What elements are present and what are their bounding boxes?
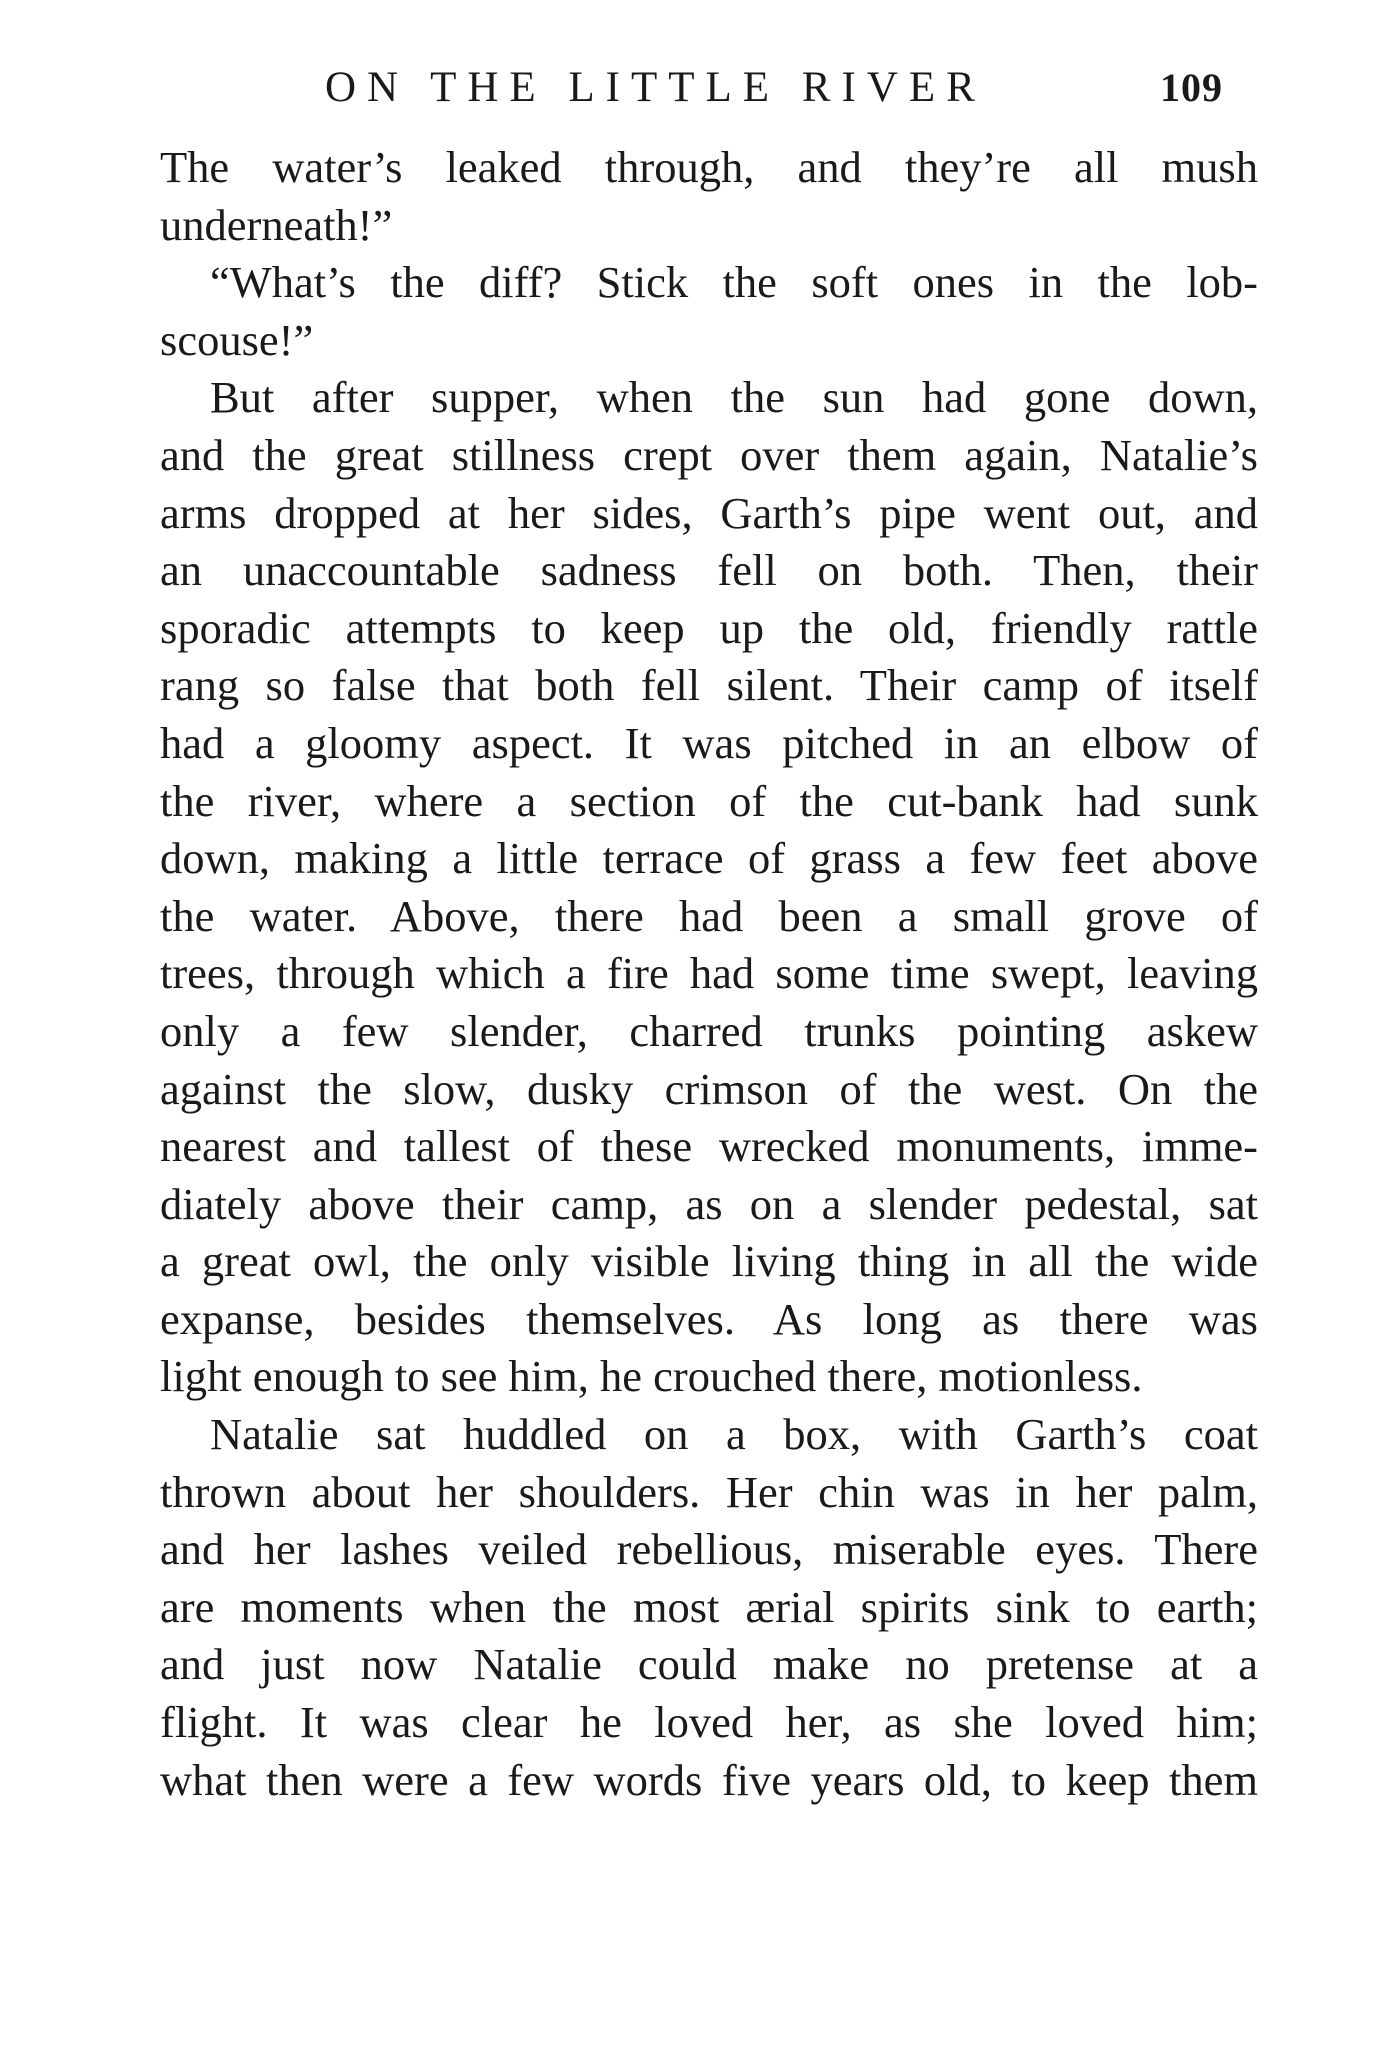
text-line: down, making a little terrace of grass a few feet above [160, 833, 1258, 884]
text-line: and the great stillness crept over them again, Natalie’s [160, 429, 1258, 480]
text-line: are moments when the most ærial spirits sink to earth; [160, 1581, 1258, 1632]
running-title: ON THE LITTLE RIVER [325, 64, 986, 111]
text-line: the river, where a section of the cut-bank had sunk [160, 775, 1258, 826]
text-line: trees, through which a fire had some time swept, leaving [160, 948, 1258, 999]
text-line: thrown about her shoulders. Her chin was in her palm, [160, 1466, 1258, 1517]
page-number: 109 [1160, 65, 1223, 110]
text-line: a great owl, the only visible living thing in all the wide [160, 1236, 1258, 1287]
text-line: “What’s the diff? Stick the soft ones in the lob- [210, 257, 1258, 308]
text-line: sporadic attempts to keep up the old, friendly rattle [160, 602, 1258, 653]
text-line: But after supper, when the sun had gone down, [210, 372, 1258, 423]
text-line: light enough to see him, he crouched there, motionless. [160, 1351, 1143, 1402]
text-line: rang so false that both fell silent. Their camp of itself [160, 660, 1258, 711]
running-head [160, 58, 1260, 118]
text-line: diately above their camp, as on a slender pedestal, sat [160, 1178, 1258, 1229]
text-line: the water. Above, there had been a small grove of [160, 890, 1258, 941]
text-line: an unaccountable sadness fell on both. Then, their [160, 545, 1258, 596]
text-line: nearest and tallest of these wrecked monuments, imme- [160, 1121, 1258, 1172]
text-line: flight. It was clear he loved her, as she loved him; [160, 1697, 1258, 1748]
text-line: expanse, besides themselves. As long as there was [160, 1293, 1258, 1344]
text-line: underneath!” [160, 199, 393, 250]
text-line: had a gloomy aspect. It was pitched in an elbow of [160, 717, 1258, 768]
text-line: Natalie sat huddled on a box, with Garth’s coat [210, 1409, 1258, 1460]
text-line: and just now Natalie could make no pretense at a [160, 1639, 1258, 1690]
text-line: against the slow, dusky crimson of the west. On the [160, 1063, 1258, 1114]
text-line: and her lashes veiled rebellious, miserable eyes. There [160, 1524, 1258, 1575]
text-line: scouse!” [160, 314, 314, 365]
text-line: only a few slender, charred trunks pointing askew [160, 1005, 1258, 1056]
body-text [160, 139, 1258, 1809]
text-line: what then were a few words five years old, to keep them [160, 1754, 1258, 1805]
text-line: arms dropped at her sides, Garth’s pipe went out, and [160, 487, 1258, 538]
text-line: The water’s leaked through, and they’re all mush [160, 142, 1258, 192]
